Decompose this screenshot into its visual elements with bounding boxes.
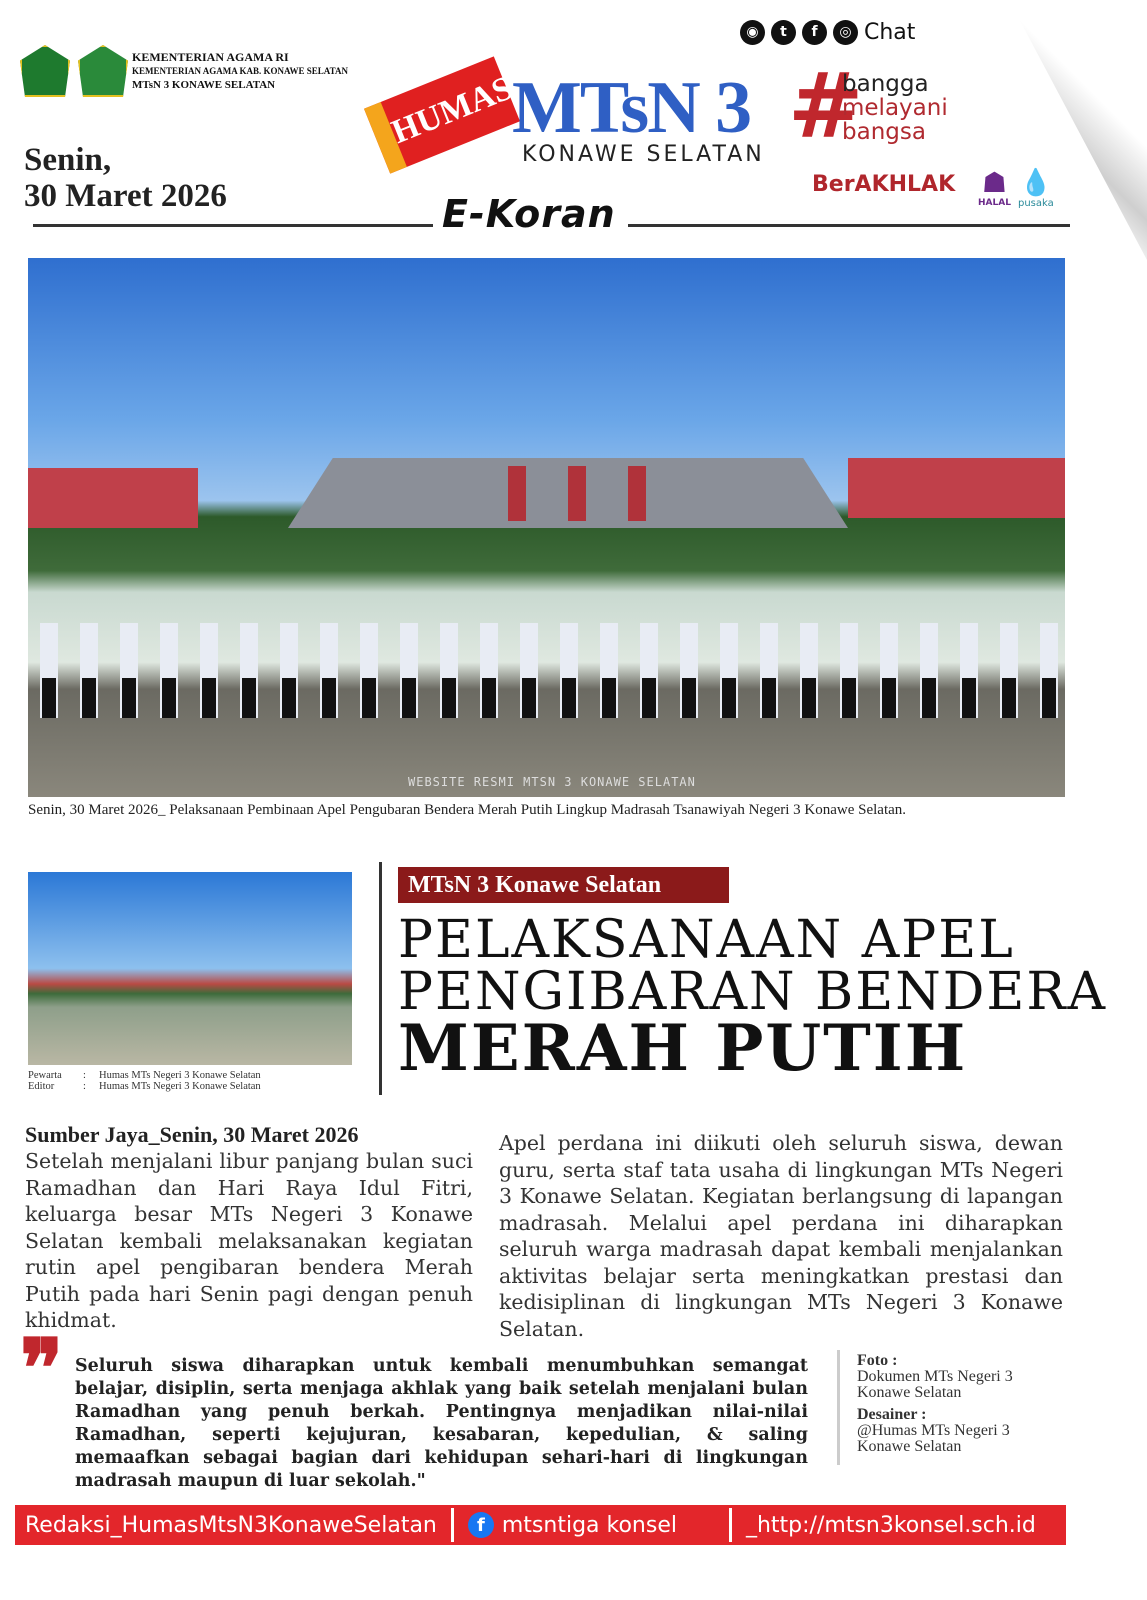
tiktok-icon[interactable]: t [771,20,796,45]
footer-facebook[interactable]: mtsntiga konsel [501,1512,677,1538]
institution-line: KEMENTERIAN AGAMA RI [132,50,289,64]
right-roof [848,458,1065,518]
date-full: 30 Maret 2026 [24,178,227,214]
photo-watermark: WEBSITE RESMI MTSN 3 KONAWE SELATAN [408,775,696,789]
hashtag-icon: # [788,54,864,159]
side-credits [857,1353,1057,1455]
halal-logo: ☗ HALAL [978,166,1011,208]
divider [33,224,433,227]
institution-block [132,50,348,92]
brand-title: MTsN 3 [512,67,751,149]
headline-line: PELAKSANAAN APEL [398,910,1015,970]
kemenag-logo [20,45,70,97]
instagram-icon[interactable]: ◎ [833,20,858,45]
slogan [842,72,948,144]
slogan-word: bangga [842,71,929,97]
edition-label: E-Koran [442,192,616,236]
social-links [740,20,915,45]
mtsn3-logo [78,45,128,97]
editor-value: Humas MTs Negeri 3 Konawe Selatan [99,1081,261,1092]
credits-divider [837,1350,840,1465]
chat-link[interactable]: Chat [864,20,916,45]
facebook-icon: f [468,1512,494,1538]
slogan-word: melayani [842,95,948,121]
secondary-photo [28,872,352,1065]
main-photo [28,258,1065,797]
brand-subtitle: KONAWE SELATAN [522,142,765,167]
desainer-value: @Humas MTs Negeri 3 Konawe Selatan [857,1422,1010,1455]
column-divider [379,862,382,1095]
roof-stripe [508,466,526,521]
photo-caption: Senin, 30 Maret 2026_ Pelaksanaan Pembinaan Apel Pengubaran Bendera Merah Putih Lingkup Madrasah Tsanawiyah Negeri 3 Konawe Selatan. [28,802,907,818]
date-day: Senin, [24,142,112,178]
left-roof [28,468,198,528]
headline-line: MERAH PUTIH [398,1011,968,1086]
pewarta-label: Pewarta [28,1070,62,1081]
foto-value: Dokumen MTs Negeri 3 Konawe Selatan [857,1368,1013,1401]
institution-line: MTsN 3 KONAWE SELATAN [132,79,276,91]
photo-credits: Pewarta : Humas MTs Negeri 3 Konawe Selatan Editor : Humas MTs Negeri 3 Konawe Selatan [28,1070,261,1092]
berakhlak-logo: BerAKHLAK [812,172,956,197]
humas-banner: HUMAS [364,56,520,173]
headline-line: PENGIBARAN BENDERA [398,962,1108,1022]
footer-website[interactable]: _http://mtsn3konsel.sch.id [745,1512,1036,1538]
dateline: Sumber Jaya_Senin, 30 Maret 2026 [25,1122,359,1147]
headline [398,910,1108,1086]
footer-separator [729,1508,732,1542]
footer-redaksi: Redaksi_HumasMtsN3KonaweSelatan [25,1512,437,1538]
page-curl [917,0,1147,260]
editor-label: Editor [28,1081,55,1092]
quote-icon: ❞ [20,1326,64,1414]
footer-separator [451,1508,454,1542]
article-column-2: Apel perdana ini diikuti oleh seluruh siswa, dewan guru, serta staf tata usaha di lingkungan MTs Negeri 3 Konawe Selatan. Kegiatan berlangsung di lapangan madrasah. Melalui apel perdana ini diharapkan seluruh warga madrasah dapat kembali menjalankan aktivitas belajar serta meningkatkan prestasi dan kedisiplinan di lingkungan MTs Negeri 3 Konawe Selatan. [499,1131,1063,1341]
issue-date [24,142,227,214]
article-text: Setelah menjalani libur panjang bulan suci Ramadhan dan Hari Raya Idul Fitri, keluarga besar MTs Negeri 3 Konawe Selatan kembali melaksanakan kegiatan rutin apel pengibaran bendera Merah Putih pada hari Senin pagi dengan penuh khidmat. [25,1149,473,1332]
foto-label: Foto : [857,1352,898,1369]
roof-stripe [568,466,586,521]
desainer-label: Desainer : [857,1406,927,1423]
roof-stripe [628,466,646,521]
section-badge: MTsN 3 Konawe Selatan [398,867,729,903]
halal-label: HALAL [978,198,1011,208]
assembly-people-legs [28,678,1065,718]
pusaka-label: pusaka [1018,198,1054,209]
footer-bar [15,1505,1066,1545]
slogan-word: bangsa [842,119,926,145]
pusaka-logo: 💧 pusaka [1018,168,1054,209]
facebook-icon[interactable]: f [802,20,827,45]
pull-quote: Seluruh siswa diharapkan untuk kembali menumbuhkan semangat belajar, disiplin, serta menjaga akhlak yang baik setelah menjalani bulan Ramadhan yang penuh berkah. Pentingnya menjadikan nilai-nilai Ramadhan, seperti kejujuran, kesabaran, kepedulian, & saling memaafkan sebagai bagian dari kehidupan sehari-hari di lingkungan madrasah maupun di luar sekolah." [75,1356,808,1491]
article-column-1 [25,1122,473,1334]
divider [628,224,1070,227]
pewarta-value: Humas MTs Negeri 3 Konawe Selatan [99,1070,261,1081]
messenger-icon[interactable]: ◉ [740,20,765,45]
institution-line: KEMENTERIAN AGAMA KAB. KONAWE SELATAN [132,66,348,76]
